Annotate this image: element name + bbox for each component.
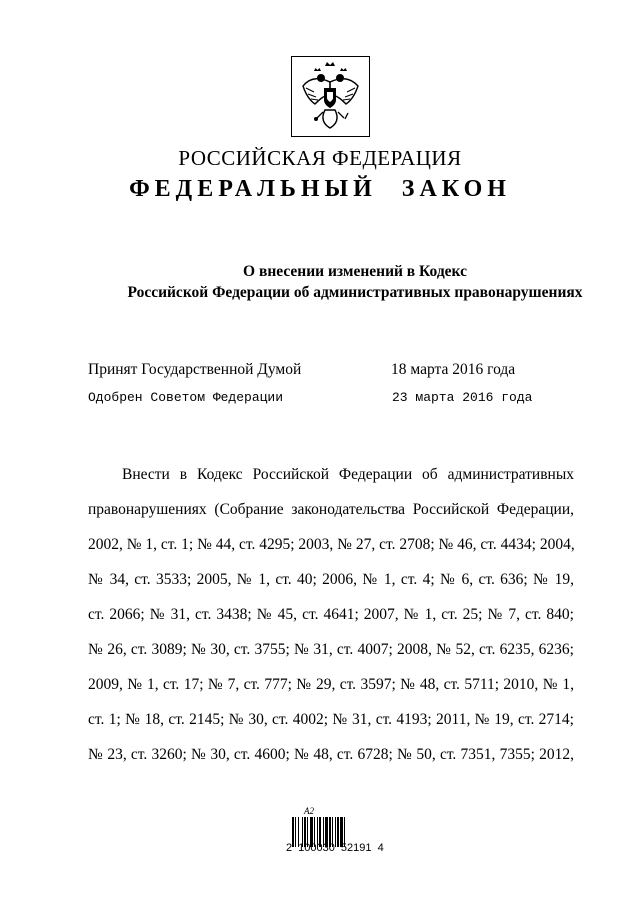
body-line: ст. 2066; № 31, ст. 3438; № 45, ст. 4641; 2007, № 1, ст. 25; № 7, ст. 840; bbox=[88, 606, 574, 623]
barcode-number: 2 100030 52191 4 bbox=[286, 842, 384, 854]
law-type-title: ФЕДЕРАЛЬНЫЙ ЗАКОН bbox=[129, 176, 511, 202]
barcode-mark: А2 bbox=[304, 806, 314, 816]
body-line: № 34, ст. 3533; 2005, № 1, ст. 40; 2006, № 1, ст. 4; № 6, ст. 636; № 19, bbox=[88, 571, 574, 588]
adopted-label: Принят Государственной Думой bbox=[88, 361, 302, 378]
body-line: № 23, ст. 3260; № 30, ст. 4600; № 48, ст. 6728; № 50, ст. 7351, 7355; 2012, bbox=[88, 746, 574, 763]
body-line: 2002, № 1, ст. 1; № 44, ст. 4295; 2003, № 27, ст. 2708; № 46, ст. 4434; 2004, bbox=[88, 536, 575, 553]
country-heading: РОССИЙСКАЯ ФЕДЕРАЦИЯ bbox=[178, 146, 462, 170]
law-subject-line-1: О внесении изменений в Кодекс bbox=[243, 263, 467, 280]
body-line: правонарушениях (Собрание законодательства Российской Федерации, bbox=[88, 501, 574, 518]
adopted-date: 18 марта 2016 года bbox=[391, 361, 516, 378]
approved-date: 23 марта 2016 года bbox=[392, 390, 533, 405]
body-line: № 26, ст. 3089; № 30, ст. 3755; № 31, ст. 4007; 2008, № 52, ст. 6235, 6236; bbox=[88, 641, 574, 658]
coat-of-arms-icon bbox=[291, 56, 370, 137]
body-line: 2009, № 1, ст. 17; № 7, ст. 777; № 29, ст. 3597; № 48, ст. 5711; 2010, № 1, bbox=[88, 676, 574, 693]
law-subject-line-2: Российской Федерации об административных правонарушениях bbox=[127, 284, 583, 301]
body-line: ст. 1; № 18, ст. 2145; № 30, ст. 4002; № 31, ст. 4193; 2011, № 19, ст. 2714; bbox=[88, 711, 574, 728]
body-line: Внести в Кодекс Российской Федерации об административных bbox=[122, 466, 574, 483]
approved-label: Одобрен Советом Федерации bbox=[88, 390, 284, 405]
